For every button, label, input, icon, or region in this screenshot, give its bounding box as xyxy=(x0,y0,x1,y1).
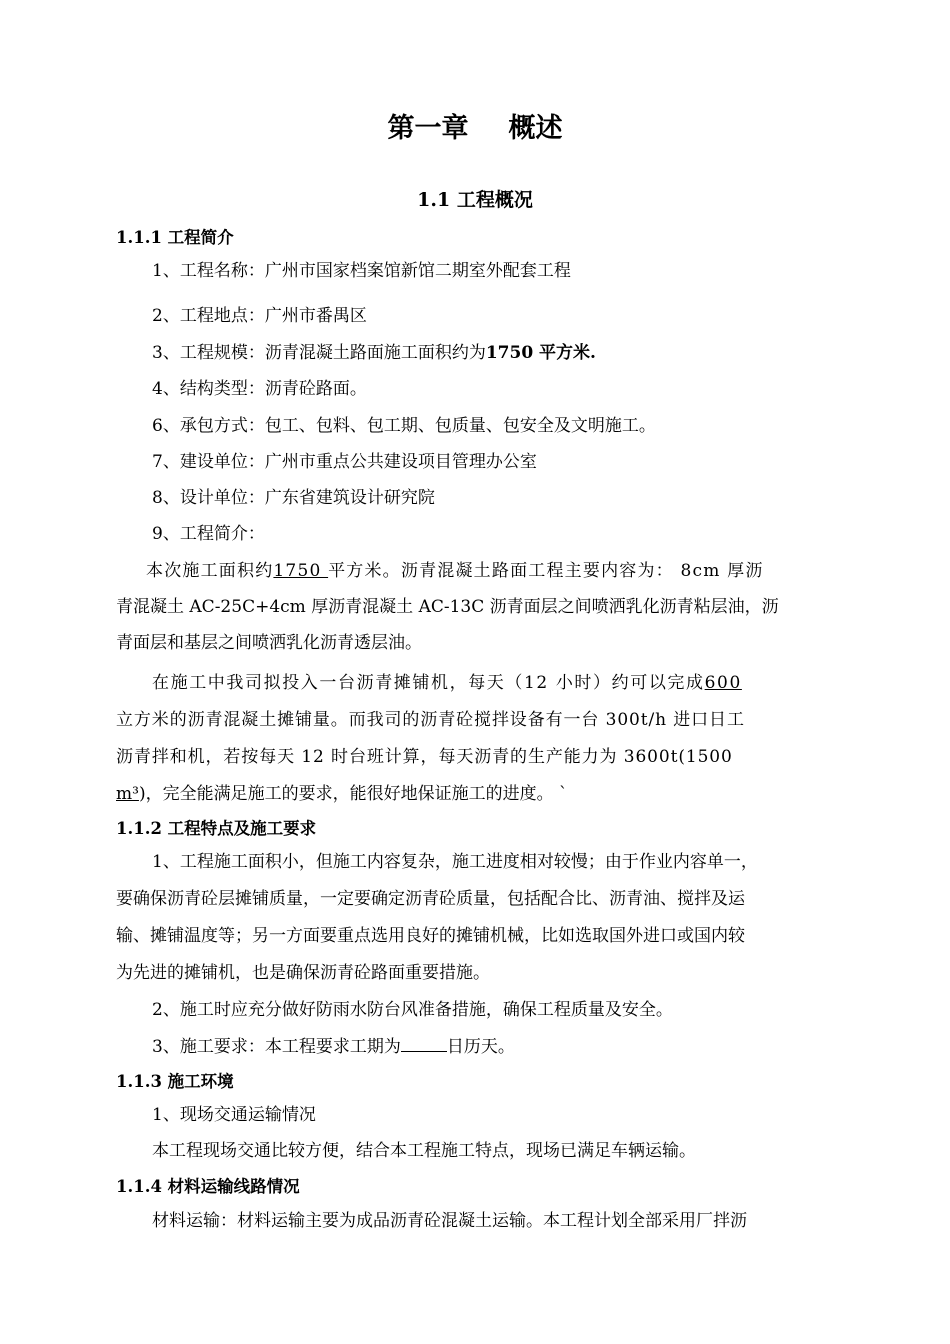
features-line-1: 1、工程施工面积小，但施工内容复杂，施工进度相对较慢；由于作业内容单一， xyxy=(152,852,758,872)
features-line-4: 为先进的摊铺机，也是确保沥青砼路面重要措施。 xyxy=(116,963,490,983)
intro-paragraph-line-2: 青混凝土 AC-25C+4cm 厚沥青混凝土 AC-13C 沥青面层之间喷洒乳化沥青粘层油，沥 xyxy=(116,597,779,617)
chapter-heading xyxy=(0,112,950,146)
text-run: 在施工中我司拟投入一台沥青摊铺机，每天（12 小时）约可以完成 xyxy=(152,673,705,693)
features-line-3: 输、摊铺温度等；另一方面要重点选用良好的摊铺机械，比如选取国外进口或国内较 xyxy=(116,926,745,946)
text-run: 日历天。 xyxy=(446,1037,515,1057)
section-heading: 1.1 工程概况 xyxy=(417,189,533,211)
features-rain-typhoon: 2、施工时应充分做好防雨水防台风准备措施，确保工程质量及安全。 xyxy=(152,1000,673,1020)
unit-m3: m³ xyxy=(116,784,139,804)
environment-text: 本工程现场交通比较方便，结合本工程施工特点，现场已满足车辆运输。 xyxy=(152,1141,696,1161)
intro-paragraph-line-1 xyxy=(146,560,764,582)
scale-value: 1750 平方米. xyxy=(485,343,596,363)
subsection-heading-1-1-3: 1.1.3 施工环境 xyxy=(116,1072,234,1091)
text-run: )，完全能满足施工的要求，能很好地保证施工的进度。 ` xyxy=(138,784,568,804)
subsection-heading-1-1-1: 1.1.1 工程简介 xyxy=(116,228,234,247)
equipment-paragraph-line-3: 沥青拌和机，若按每天 12 时台班计算，每天沥青的生产能力为 3600t(1500 xyxy=(116,747,733,767)
features-schedule xyxy=(152,1036,515,1058)
environment-item: 1、现场交通运输情况 xyxy=(152,1105,316,1125)
subsection-heading-1-1-2: 1.1.2 工程特点及施工要求 xyxy=(116,819,317,838)
text-run: 3、施工要求：本工程要求工期为 xyxy=(152,1037,401,1057)
chapter-number: 第一章 xyxy=(387,113,469,144)
schedule-blank xyxy=(401,1036,447,1052)
item-client: 7、建设单位：广州市重点公共建设项目管理办公室 xyxy=(152,452,537,472)
area-value: 1750 xyxy=(273,561,329,581)
volume-value: 600 xyxy=(704,673,742,693)
text-run: 平方米。沥青混凝土路面工程主要内容为： 8cm 厚沥 xyxy=(328,561,764,581)
item-project-intro: 9、工程简介： xyxy=(152,524,265,544)
equipment-paragraph-line-1 xyxy=(152,672,742,694)
item-structure-type: 4、结构类型：沥青砼路面。 xyxy=(152,379,367,399)
equipment-paragraph-line-2: 立方米的沥青混凝土摊铺量。而我司的沥青砼搅拌设备有一台 300t/h 进口日工 xyxy=(116,710,745,730)
chapter-title: 概述 xyxy=(508,113,563,144)
equipment-paragraph-line-4 xyxy=(116,783,567,805)
intro-paragraph-line-3: 青面层和基层之间喷洒乳化沥青透层油。 xyxy=(116,633,422,653)
scale-label: 3、工程规模：沥青混凝土路面施工面积约为 xyxy=(152,343,486,363)
subsection-heading-1-1-4: 1.1.4 材料运输线路情况 xyxy=(116,1177,300,1196)
item-designer: 8、设计单位：广东省建筑设计研究院 xyxy=(152,488,435,508)
item-project-name: 1、工程名称：广州市国家档案馆新馆二期室外配套工程 xyxy=(152,261,571,281)
transport-text: 材料运输：材料运输主要为成品沥青砼混凝土运输。本工程计划全部采用厂拌沥 xyxy=(152,1211,747,1231)
item-contract-mode: 6、承包方式：包工、包料、包工期、包质量、包安全及文明施工。 xyxy=(152,416,656,436)
text-run: 本次施工面积约 xyxy=(146,561,274,581)
item-project-scale xyxy=(152,342,596,364)
features-line-2: 要确保沥青砼层摊铺质量，一定要确定沥青砼质量，包括配合比、沥青油、搅拌及运 xyxy=(116,889,745,909)
item-project-location: 2、工程地点：广州市番禺区 xyxy=(152,306,367,326)
